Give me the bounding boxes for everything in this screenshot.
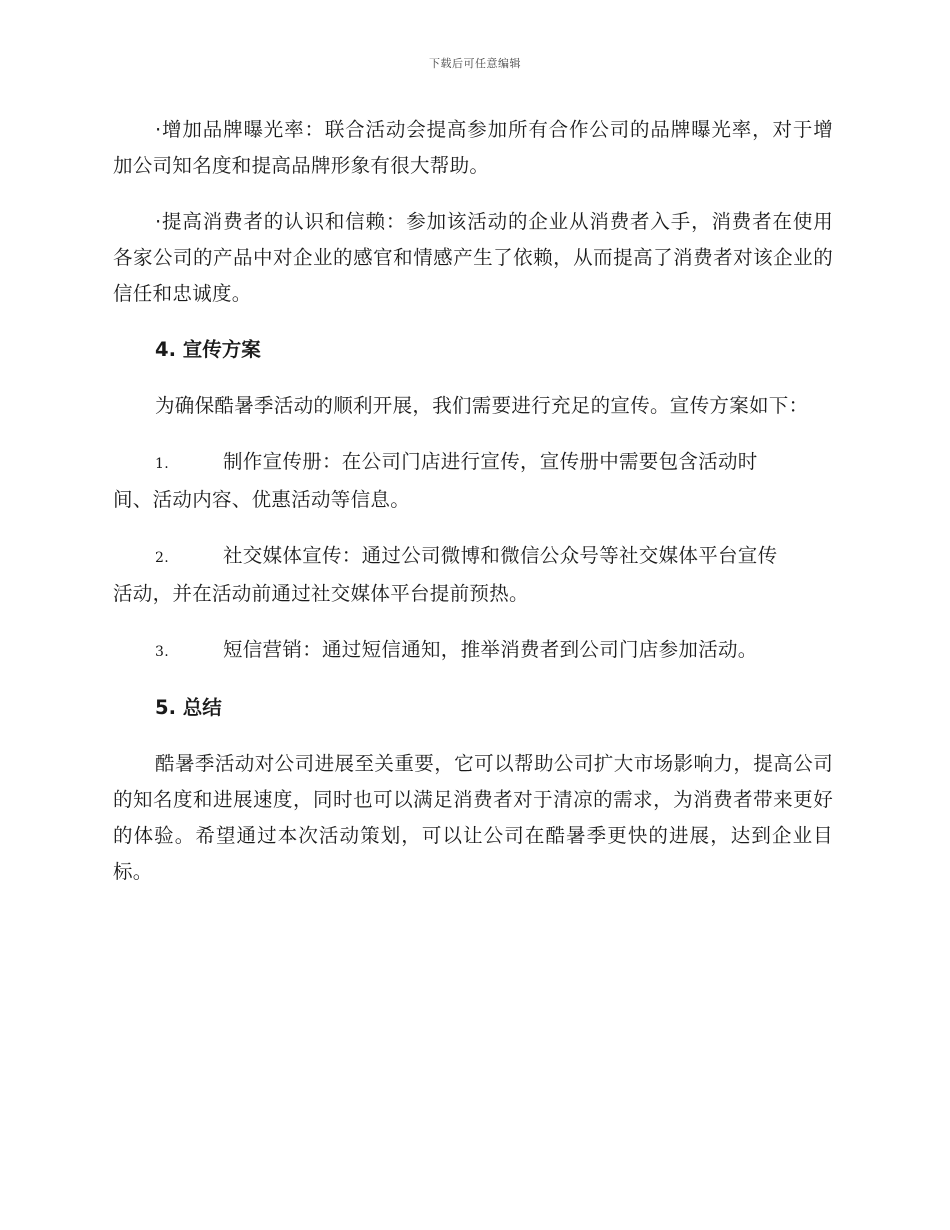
list-number: 3. <box>155 644 169 660</box>
list-text-line1: 短信营销：通过短信通知，推举消费者到公司门店参加活动。 <box>223 638 758 661</box>
bullet-brand-exposure: ·增加品牌曝光率：联合活动会提高参加所有合作公司的品牌曝光率，对于增加公司知名度和提高品牌形象有很大帮助。 <box>113 118 833 177</box>
list-text-line2: 间、活动内容、优惠活动等信息。 <box>113 488 411 511</box>
list-text-line1: 制作宣传册：在公司门店进行宣传，宣传册中需要包含活动时 <box>223 450 758 473</box>
list-number: 1. <box>155 456 169 472</box>
list-item <box>113 538 833 612</box>
list-number: 2. <box>155 550 169 566</box>
header-note: 下载后可任意编辑 <box>429 57 521 70</box>
list-text-line2: 活动，并在活动前通过社交媒体平台提前预热。 <box>113 582 529 605</box>
list-item <box>113 632 833 670</box>
document-content <box>113 112 833 910</box>
section-5-title: 5. 总结 <box>155 696 222 719</box>
list-item <box>113 444 833 518</box>
list-text-line1: 社交媒体宣传：通过公司微博和微信公众号等社交媒体平台宣传 <box>223 544 778 567</box>
section-4-title: 4. 宣传方案 <box>155 338 261 361</box>
section-5-body: 酷暑季活动对公司进展至关重要，它可以帮助公司扩大市场影响力，提高公司的知名度和进展速度，同时也可以满足消费者对于清凉的需求，为消费者带来更好的体验。希望通过本次活动策划，可以让公司在酷暑季更快的进展，达到企业目标。 <box>113 752 833 883</box>
section-4-intro: 为确保酷暑季活动的顺利开展，我们需要进行充足的宣传。宣传方案如下： <box>155 394 809 417</box>
bullet-consumer-trust: ·提高消费者的认识和信赖：参加该活动的企业从消费者入手，消费者在使用各家公司的产品中对企业的感官和情感产生了依赖，从而提高了消费者对该企业的信任和忠诚度。 <box>113 210 833 305</box>
